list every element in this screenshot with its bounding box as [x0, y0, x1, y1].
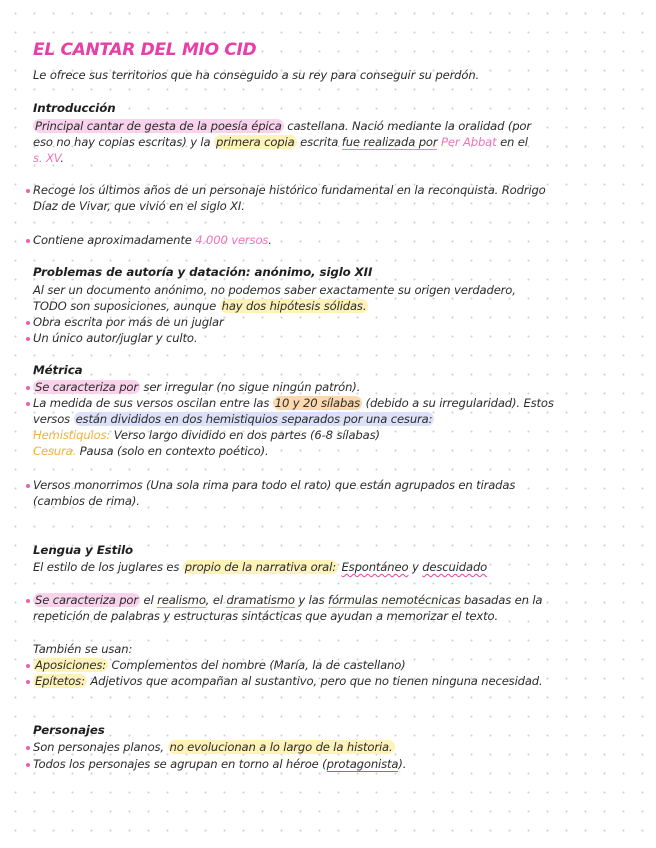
bullet-icon [26, 337, 30, 341]
wavy-underline: Espontáneo [341, 560, 409, 574]
highlight: Se caracteriza por [35, 380, 138, 394]
section-heading-introduccion: Introducción [33, 101, 116, 115]
bullet-icon [26, 239, 30, 243]
highlight: primera copia [216, 135, 295, 149]
autoria-line-1: Al ser un documento anónimo, no podemos saber exactamente su origen verdadero, [33, 283, 516, 297]
section-heading-metrica: Métrica [33, 363, 83, 377]
bullet-icon [26, 386, 30, 390]
highlight: no evolucionan a lo largo de la historia. [169, 740, 393, 754]
section-heading-personajes: Personajes [33, 723, 105, 737]
highlight: propio de la narrativa oral: [184, 560, 336, 574]
metrica-bullet-3-line-2: (cambios de rima). [33, 494, 140, 508]
metrica-line-3: versos están divididos en dos hemistiquios separados por una cesura: [33, 412, 433, 426]
autoria-bullet-2: Un único autor/juglar y culto. [33, 331, 198, 345]
subtitle: Le ofrece sus territorios que ha conseguido a su rey para conseguir su perdón. [33, 68, 480, 82]
intro-bullet-1-line-2: Díaz de Vivar, que vivió en el siglo XI. [33, 199, 245, 213]
wavy-underline: descuidado [422, 560, 488, 574]
bullet-icon [26, 664, 30, 668]
intro-bullet-1-line-1: Recoge los últimos años de un personaje histórico fundamental en la reconquista. Rodrigo [33, 183, 546, 197]
personajes-bullet-1: Son personajes planos, no evolucionan a lo largo de la historia. [33, 740, 393, 754]
bullet-icon [26, 599, 30, 603]
highlight: 10 y 20 sílabas [274, 396, 361, 410]
highlight: hay dos hipótesis sólidas. [221, 299, 367, 313]
bullet-icon [26, 763, 30, 767]
metrica-bullet-2: La medida de sus versos oscilan entre las 10 y 20 sílabas (debido a su irregularidad). Estos [33, 396, 554, 410]
lengua-bullet-1-line-1: Se caracteriza por el realismo, el dramatismo y las fórmulas nemotécnicas basadas en la [35, 593, 543, 607]
highlight: Se caracteriza por [35, 593, 138, 607]
metrica-bullet-1: Se caracteriza por ser irregular (no sigue ningún patrón). [35, 380, 361, 394]
highlight: Epítetos: [35, 674, 85, 688]
bullet-icon [26, 680, 30, 684]
bullet-icon [26, 746, 30, 750]
metrica-line-4: Hemistiquios: Verso largo dividido en dos partes (6-8 sílabas) [33, 428, 380, 442]
bullet-icon [26, 321, 30, 325]
metrica-line-5: Cesura. Pausa (solo en contexto poético). [33, 444, 269, 458]
highlight: Aposiciones: [35, 658, 106, 672]
highlight: Principal cantar de gesta de la poesía épica [35, 119, 282, 133]
intro-line-1: Principal cantar de gesta de la poesía épica castellana. Nació mediante la oralidad (por [35, 119, 531, 133]
autoria-line-2: TODO son suposiciones, aunque hay dos hipótesis sólidas. [33, 299, 367, 313]
intro-line-3: s. XV. [33, 151, 64, 165]
lengua-line-1: El estilo de los juglares es propio de la narrativa oral: Espontáneo y descuidado [33, 560, 488, 574]
underline: protagonista [326, 757, 399, 771]
underline: dramatismo [226, 593, 295, 607]
intro-bullet-2: Contiene aproximadamente 4.000 versos. [33, 233, 272, 247]
lengua-bullet-3: Epítetos: Adjetivos que acompañan al sustantivo, pero que no tienen ninguna necesidad. [35, 674, 543, 688]
highlight: están divididos en dos hemistiquios separados por una cesura: [75, 412, 433, 426]
section-heading-lengua: Lengua y Estilo [33, 543, 134, 557]
intro-line-2: eso no hay copias escritas) y la primera copia escrita fue realizada por Per Abbat en el [33, 135, 528, 149]
bullet-icon [26, 484, 30, 488]
bullet-icon [26, 189, 30, 193]
lengua-tambien: También se usan: [33, 642, 133, 656]
personajes-bullet-2: Todos los personajes se agrupan en torno al héroe (protagonista). [33, 757, 407, 771]
underline: fue realizada por [341, 135, 438, 149]
bullet-icon [26, 402, 30, 406]
lengua-bullet-2: Aposiciones: Complementos del nombre (María, la de castellano) [35, 658, 406, 672]
section-heading-autoria: Problemas de autoría y datación: anónimo, siglo XII [33, 265, 373, 279]
lengua-bullet-1-line-2: repetición de palabras y estructuras sintácticas que ayudan a memorizar el texto. [33, 609, 498, 623]
underline: realismo [157, 593, 206, 607]
autoria-bullet-1: Obra escrita por más de un juglar [33, 315, 224, 329]
page-title: EL CANTAR DEL MIO CID [33, 40, 257, 60]
underline: fórmulas nemotécnicas [328, 593, 461, 607]
metrica-bullet-3-line-1: Versos monorrimos (Una sola rima para todo el rato) que están agrupados en tiradas [33, 478, 516, 492]
